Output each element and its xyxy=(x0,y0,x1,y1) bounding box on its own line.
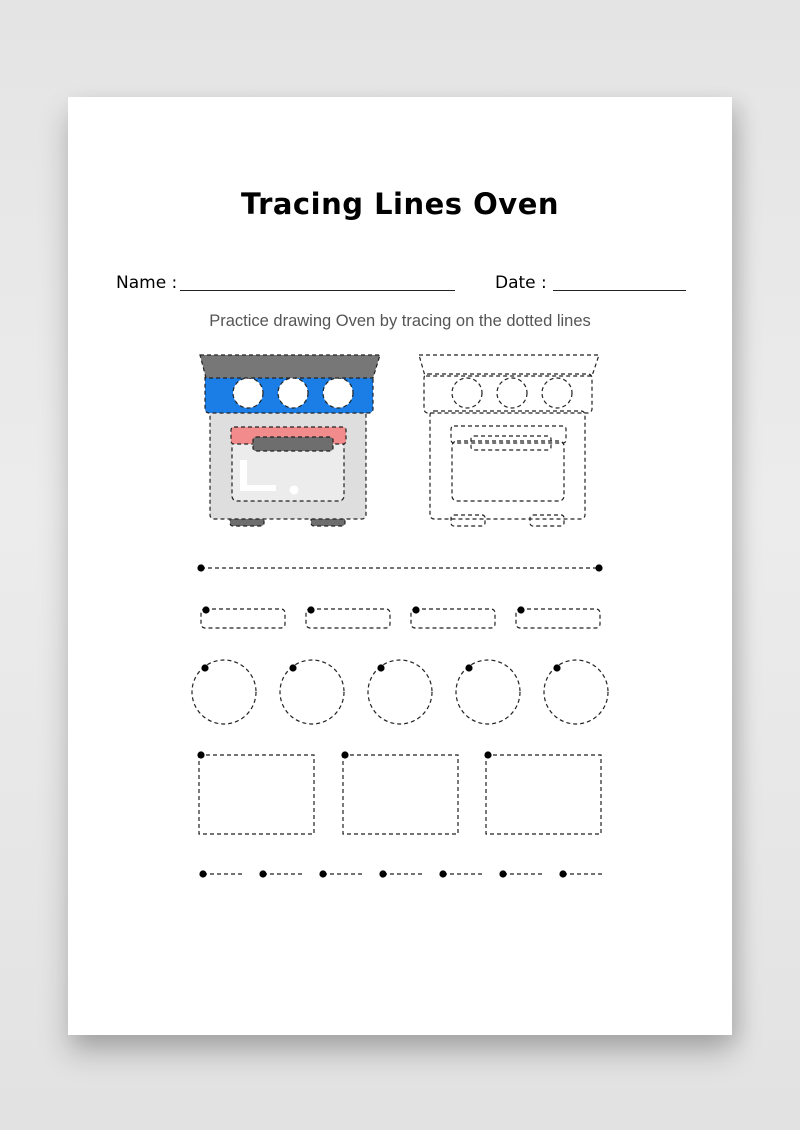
start-dot xyxy=(465,664,472,671)
trace-rounded-rect-2[interactable] xyxy=(306,609,390,628)
burner-knob-2 xyxy=(278,378,308,408)
trace-row-rounded-rectangles xyxy=(201,606,600,628)
start-dot xyxy=(439,870,446,877)
start-dot xyxy=(377,664,384,671)
start-dot xyxy=(412,606,419,613)
start-dot xyxy=(199,870,206,877)
start-dot xyxy=(319,870,326,877)
burner-knob-1 xyxy=(233,378,263,408)
oven-colored-icon xyxy=(200,355,380,526)
name-label: Name : xyxy=(116,273,178,293)
trace-circle-5[interactable] xyxy=(544,660,608,724)
start-dot xyxy=(201,664,208,671)
start-dot xyxy=(553,664,560,671)
start-dot xyxy=(259,870,266,877)
window-shine-dot xyxy=(290,486,299,495)
trace-circle-1[interactable] xyxy=(192,660,256,724)
trace-row-rectangles xyxy=(197,751,601,834)
trace-row-circles xyxy=(192,660,608,724)
burner-knob-3 xyxy=(323,378,353,408)
trace-rect-3[interactable] xyxy=(486,755,601,834)
start-dot xyxy=(484,751,491,758)
window-shine-horizontal xyxy=(240,485,276,491)
trace-circle-4[interactable] xyxy=(456,660,520,724)
trace-rect-2[interactable] xyxy=(343,755,458,834)
start-dot xyxy=(559,870,566,877)
start-dot xyxy=(289,664,296,671)
trace-rect-1[interactable] xyxy=(199,755,314,834)
start-dot xyxy=(379,870,386,877)
oven-outline-icon xyxy=(419,355,599,526)
trace-circle-3[interactable] xyxy=(368,660,432,724)
start-dot xyxy=(197,564,204,571)
trace-circle-2[interactable] xyxy=(280,660,344,724)
date-label: Date : xyxy=(495,273,547,293)
start-dot xyxy=(197,751,204,758)
trace-rounded-rect-3[interactable] xyxy=(411,609,495,628)
trace-rounded-rect-1[interactable] xyxy=(201,609,285,628)
instruction-text: Practice drawing Oven by tracing on the dotted lines xyxy=(209,312,591,330)
start-dot xyxy=(341,751,348,758)
start-dot xyxy=(202,606,209,613)
oven-handle xyxy=(253,437,333,451)
start-dot xyxy=(499,870,506,877)
start-dot xyxy=(307,606,314,613)
worksheet-title: Tracing Lines Oven xyxy=(240,187,560,221)
end-dot xyxy=(595,564,602,571)
trace-rounded-rect-4[interactable] xyxy=(516,609,600,628)
trace-row-long-line xyxy=(197,564,602,571)
start-dot xyxy=(517,606,524,613)
trace-row-short-dashes xyxy=(199,870,602,877)
oven-top xyxy=(200,355,380,378)
